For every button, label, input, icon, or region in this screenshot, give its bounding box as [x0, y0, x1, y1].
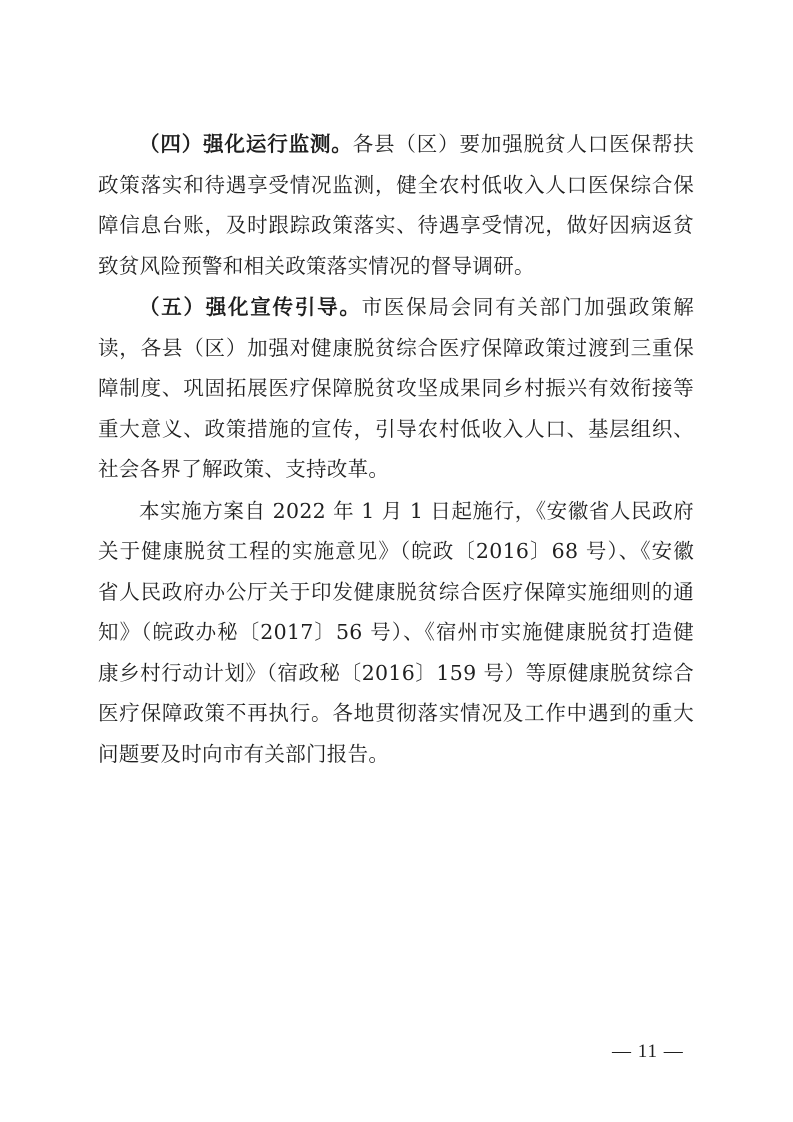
paragraph-effective-date	[98, 491, 694, 775]
paragraph-heading: （五）强化宣传引导。	[139, 295, 362, 319]
paragraph-text: 各县（区）要加强脱贫人口医保帮扶政策落实和待遇享受情况监测，健全农村低收入人口医保综合保障信息台账，及时跟踪政策落实、待遇享受情况，做好因病返贫致贫风险预警和相关政策落实情况的督导调研。	[98, 132, 694, 278]
paragraph-heading: （四）强化运行监测。	[139, 132, 353, 156]
paragraph-strengthen-monitoring	[98, 124, 694, 286]
paragraph-text: 本实施方案自 2022 年 1 月 1 日起施行，《安徽省人民政府关于健康脱贫工程的实施意见》（皖政〔2016〕68 号）、《安徽省人民政府办公厅关于印发健康脱贫综合医疗保障实施细则的通知》（皖政办秘〔2017〕56 号）、《宿州市实施健康脱贫打造健康乡村行动计划》（宿政秘〔2016〕159 号）等原健康脱贫综合医疗保障政策不再执行。各地贯彻落实情况及工作中遇到的重大问题要及时向市有关部门报告。	[98, 498, 694, 766]
document-body	[98, 124, 694, 774]
paragraph-text: 市医保局会同有关部门加强政策解读，各县（区）加强对健康脱贫综合医疗保障政策过渡到三重保障制度、巩固拓展医疗保障脱贫攻坚成果同乡村振兴有效衔接等重大意义、政策措施的宣传，引导农村低收入人口、基层组织、社会各界了解政策、支持改革。	[98, 295, 695, 481]
paragraph-strengthen-publicity	[98, 287, 694, 490]
page-number: — 11 —	[612, 1041, 684, 1062]
